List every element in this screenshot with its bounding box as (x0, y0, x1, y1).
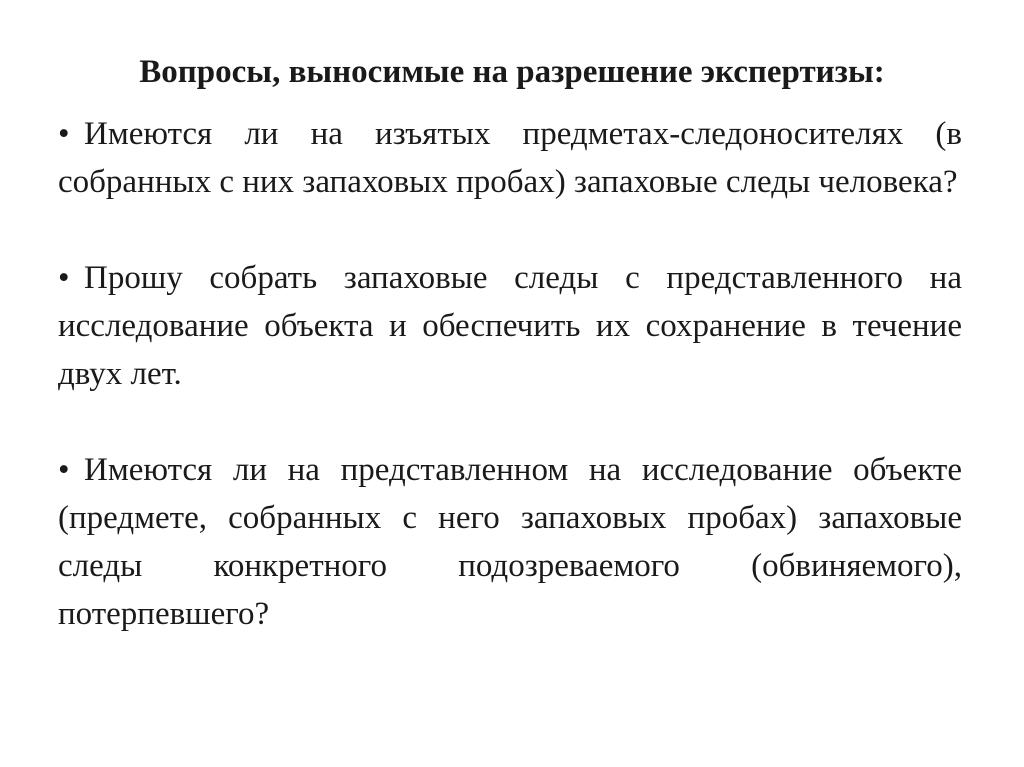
bullet-item-1 (58, 110, 962, 206)
bullet-text: Имеются ли на представленном на исследование объекте (предмете, собранных с него запаховых пробах) запаховые следы конкретного подозреваемого (обвиняемого), потерпевшего? (58, 452, 962, 632)
bullet-marker: • (58, 116, 70, 152)
bullet-list (58, 110, 962, 638)
bullet-item-3 (58, 446, 962, 638)
bullet-text: Имеются ли на изъятых предметах-следоносителях (в собранных с них запаховых пробах) запаховые следы человека? (58, 116, 962, 200)
bullet-marker: • (58, 452, 70, 488)
bullet-item-2 (58, 254, 962, 398)
slide-title: Вопросы, выносимые на разрешение экспертизы: (139, 54, 885, 90)
bullet-text: Прошу собрать запаховые следы с представленного на исследование объекта и обеспечить их сохранение в течение двух лет. (58, 260, 962, 392)
bullet-marker: • (58, 260, 70, 296)
